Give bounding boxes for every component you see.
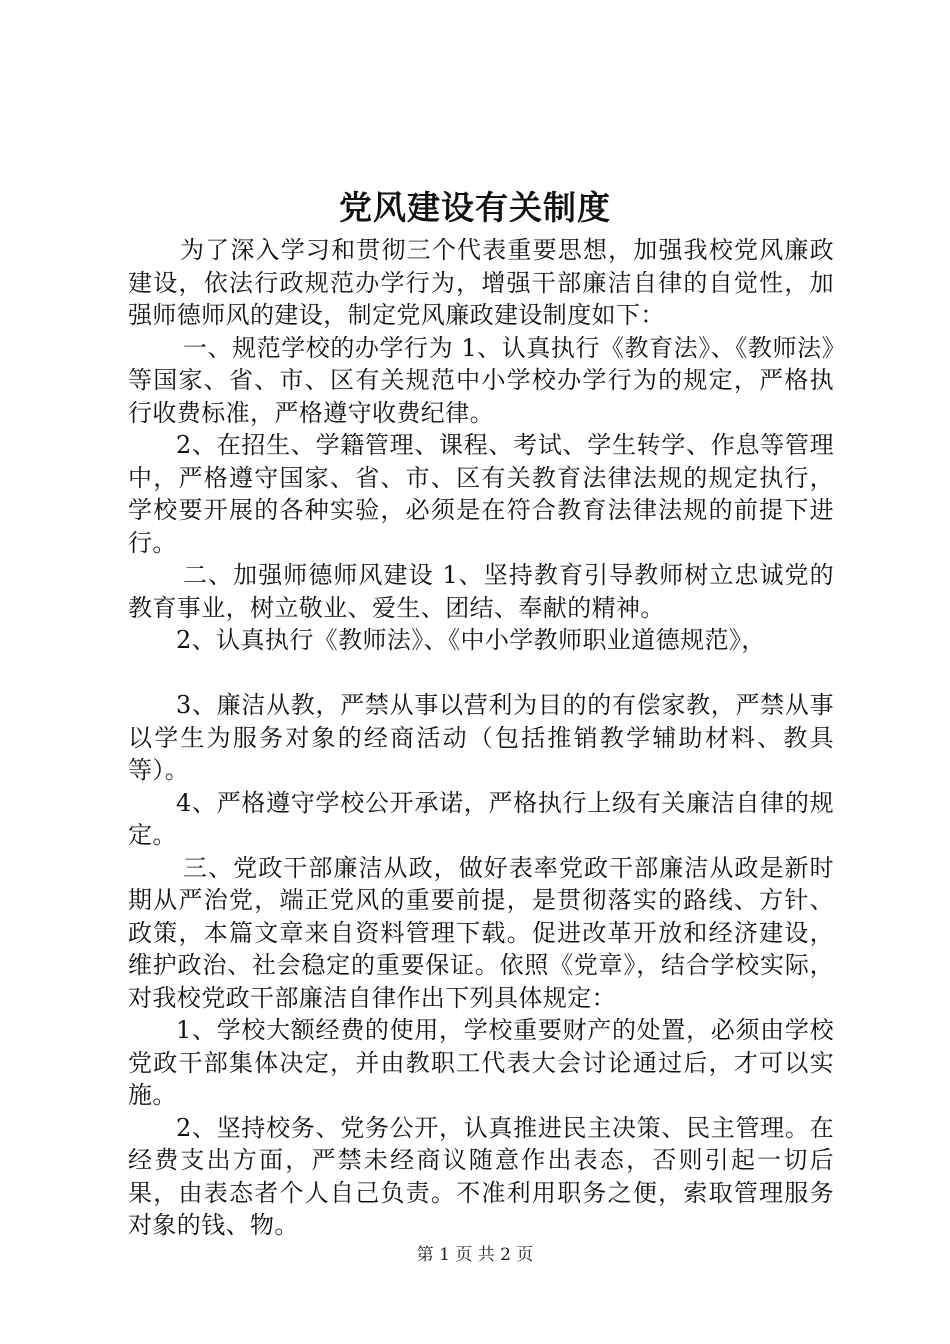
paragraph-section-2-item-3: 3、廉洁从教，严禁从事以营利为目的的有偿家教，严禁从事以学生为服务对象的经商活动（包括推销教学辅助材料、教具等）。	[128, 691, 834, 784]
blank-line	[128, 657, 834, 690]
paragraph-section-1-item-2: 2、在招生、学籍管理、课程、考试、学生转学、作息等管理中，严格遵守国家、省、市、区有关教育法律法规的规定执行，学校要开展的各种实验，必须是在符合教育法律法规的前提下进行。	[128, 431, 834, 557]
paragraph-section-2-item-4: 4、严格遵守学校公开承诺，严格执行上级有关廉洁自律的规定。	[128, 788, 834, 849]
document-body	[128, 234, 834, 1242]
paragraph-intro: 为了深入学习和贯彻三个代表重要思想，加强我校党风廉政建设，依法行政规范办学行为，增强干部廉洁自律的自觉性，加强师德师风的建设，制定党风廉政建设制度如下：	[128, 236, 834, 329]
paragraph-section-1: 一、规范学校的办学行为 1、认真执行《教育法》、《教师法》等国家、省、市、区有关规范中小学校办学行为的规定，严格执行收费标准，严格遵守收费纪律。	[128, 333, 834, 427]
page-number-footer: 第 1 页 共 2 页	[416, 1245, 534, 1265]
paragraph-section-2-item-2: 2、认真执行《教师法》、《中小学教师职业道德规范》，	[176, 626, 766, 654]
document-title: 党风建设有关制度	[339, 188, 611, 227]
paragraph-section-2: 二、加强师德师风建设 1、坚持教育引导教师树立忠诚党的教育事业，树立敬业、爱生、团结、奉献的精神。	[128, 561, 834, 622]
paragraph-section-3-item-2: 2、坚持校务、党务公开，认真推进民主决策、民主管理。在经费支出方面，严禁未经商议随意作出表态，否则引起一切后果，由表态者个人自己负责。不准利用职务之便，索取管理服务对象的钱、物。	[128, 1113, 834, 1239]
paragraph-section-3-item-1: 1、学校大额经费的使用，学校重要财产的处置，必须由学校党政干部集体决定，并由教职工代表大会讨论通过后，才可以实施。	[128, 1016, 834, 1109]
paragraph-section-3: 三、党政干部廉洁从政，做好表率党政干部廉洁从政是新时期从严治党，端正党风的重要前提，是贯彻落实的路线、方针、政策，本篇文章来自资料管理下载。促进改革开放和经济建设，维护政治、社会稳定的重要保证。依照《党章》，结合学校实际，对我校党政干部廉洁自律作出下列具体规定：	[128, 853, 834, 1012]
